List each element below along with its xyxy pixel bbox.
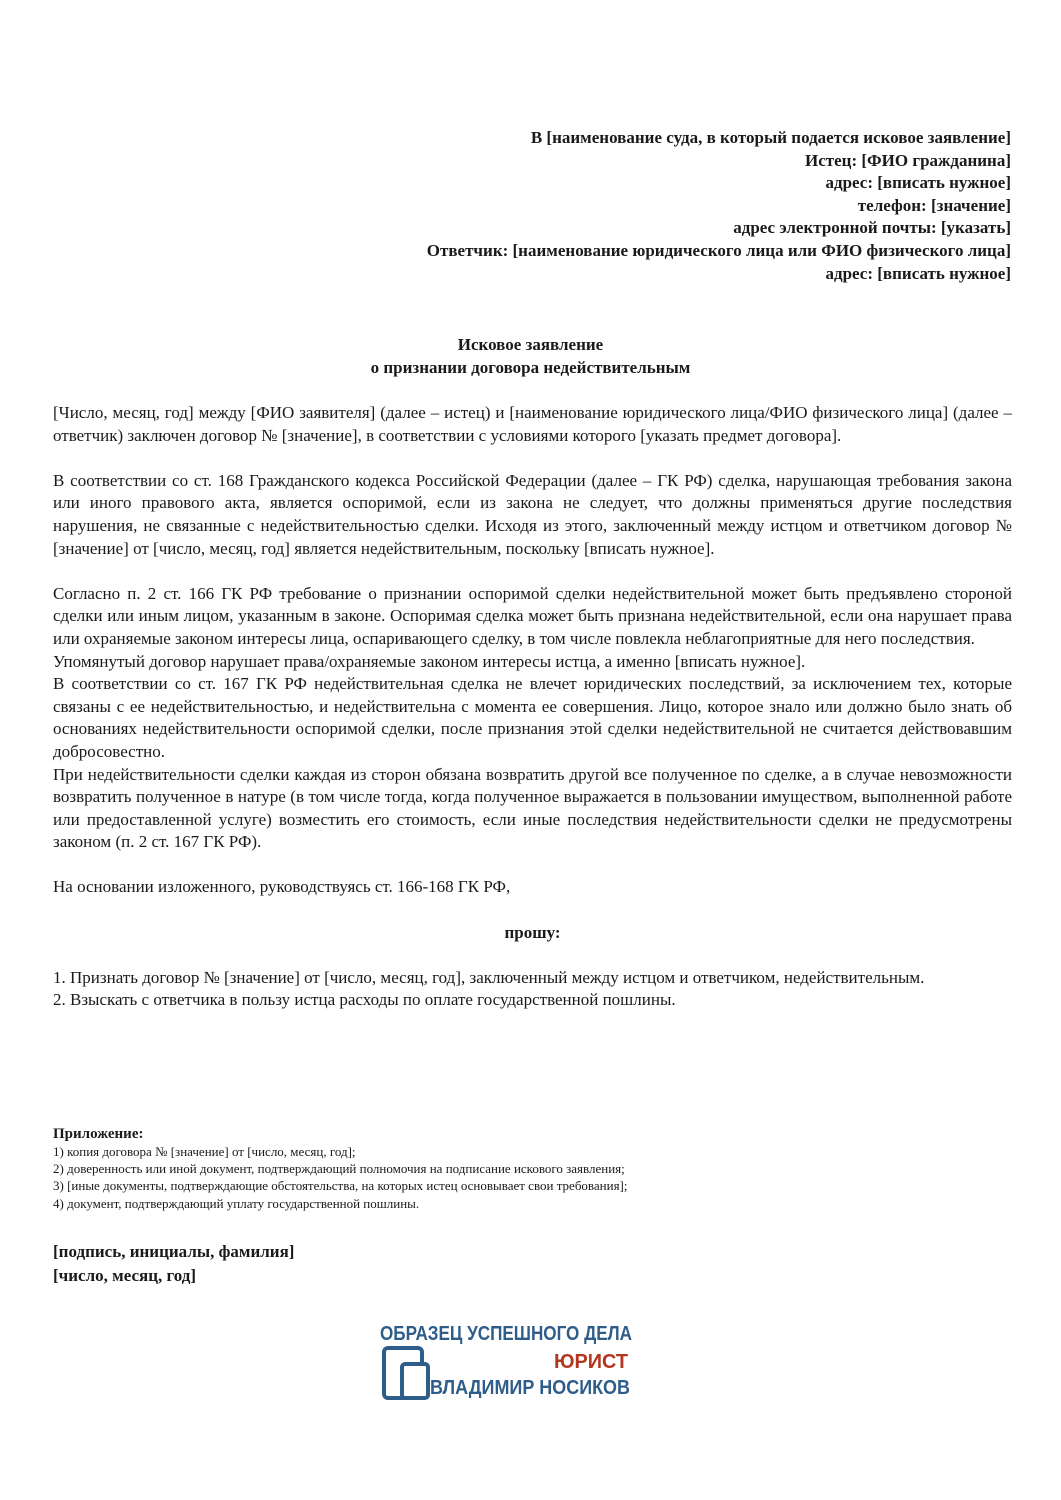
signature-block <box>53 1240 294 1288</box>
logo-text-line-1: ОБРАЗЕЦ УСПЕШНОГО ДЕЛА <box>380 1323 632 1345</box>
watermark-logo <box>378 1318 638 1403</box>
addressee-block <box>211 127 1011 285</box>
device-icon <box>384 1348 428 1398</box>
paragraph-restitution: При недействительности сделки каждая из сторон обязана возвратить другой все полученное по сделке, а в случае невозможности возвратить полученное в натуре (в том числе тогда, когда полученное выражается в пользовании имуществом, выполненной работе или предоставленной услуге) возместить его стоимость, если иные последствия недействительности сделки не предусмотрены законом (п. 2 ст. 167 ГК РФ). <box>53 764 1012 852</box>
court-line: В [наименование суда, в который подается исковое заявление] <box>530 128 1011 147</box>
paragraph-basis: На основании изложенного, руководствуясь ст. 166-168 ГК РФ, <box>53 877 511 897</box>
logo-text-line-3: ВЛАДИМИР НОСИКОВ <box>430 1377 630 1399</box>
plaintiff-line: Истец: [ФИО гражданина] <box>805 150 1011 170</box>
plaintiff-email-line: адрес электронной почты: [указать] <box>733 218 1011 238</box>
attachment-item: 3) [иные документы, подтверждающие обстоятельства, на которых истец основывает свои требования]; <box>53 1178 628 1194</box>
paragraph-article-167: В соответствии со ст. 167 ГК РФ недействительная сделка не влечет юридических последствий, за исключением тех, которые связаны с ее недействительностью, и недействительна с момента ее совершения. Лицо, которое знало или должно было знать об основаниях недействительности оспоримой сделки, после признания этой сделки недействительной не считается действовавшим добросовестно. <box>53 674 1012 761</box>
title-line-1: Исковое заявление <box>457 335 604 354</box>
document-body <box>53 402 1012 1012</box>
request-item-1: 1. Признать договор № [значение] от [число, месяц, год], заключенный между истцом и ответчиком, недействительным. <box>53 967 925 987</box>
paragraph-article-166: Согласно п. 2 ст. 166 ГК РФ требование о признании оспоримой сделки недействительной может быть предъявлено стороной сделки или иным лицом, указанным в законе. Оспоримая сделка может быть признана недействительной, если она нарушает права или охраняемые законом интересы лица, оспаривающего сделку, в том числе повлекла неблагоприятные для него последствия. <box>53 583 1012 648</box>
attachments-title: Приложение: <box>53 1126 144 1142</box>
signature-line: [подпись, инициалы, фамилия] <box>53 1242 295 1261</box>
defendant-line: Ответчик: [наименование юридического лица или ФИО физического лица] <box>426 240 1011 260</box>
attachment-item: 4) документ, подтверждающий уплату государственной пошлины. <box>53 1195 420 1211</box>
attachment-item: 2) доверенность или иной документ, подтверждающий полномочия на подписание искового заявления; <box>53 1161 625 1177</box>
document-title <box>0 334 1061 379</box>
attachment-item: 1) копия договора № [значение] от [число, месяц, год]; <box>53 1144 356 1159</box>
plaintiff-phone-line: телефон: [значение] <box>857 195 1011 215</box>
attachments-block <box>53 1125 1012 1212</box>
request-heading: прошу: <box>504 922 561 942</box>
defendant-address-line: адрес: [вписать нужное] <box>825 263 1011 283</box>
title-line-2: о признании договора недействительным <box>370 357 691 377</box>
request-item-2: 2. Взыскать с ответчика в пользу истца расходы по оплате государственной пошлины. <box>53 990 676 1010</box>
plaintiff-address-line: адрес: [вписать нужное] <box>825 173 1011 193</box>
logo-graphic <box>378 1318 638 1403</box>
logo-text-line-2: ЮРИСТ <box>554 1351 628 1373</box>
date-line: [число, месяц, год] <box>53 1266 197 1285</box>
paragraph-rights-violation: Упомянутый договор нарушает права/охраняемые законом интересы истца, а именно [вписать нужное]. <box>53 651 806 671</box>
paragraph-article-168: В соответствии со ст. 168 Гражданского кодекса Российской Федерации (далее – ГК РФ) сделка, нарушающая требования закона или иного правового акта, является оспоримой, если из закона не следует, что должны применяться другие последствия нарушения, не связанные с недействительностью сделки. Исходя из этого, заключенный между истцом и ответчиком договор № [значение] от [число, месяц, год] является недействительным, поскольку [вписать нужное]. <box>53 470 1012 558</box>
paragraph-contract: [Число, месяц, год] между [ФИО заявителя] (далее – истец) и [наименование юридического лица/ФИО физического лица] (далее – ответчик) заключен договор № [значение], в соответствии с условиями которого [указать предмет договора]. <box>53 403 1012 445</box>
